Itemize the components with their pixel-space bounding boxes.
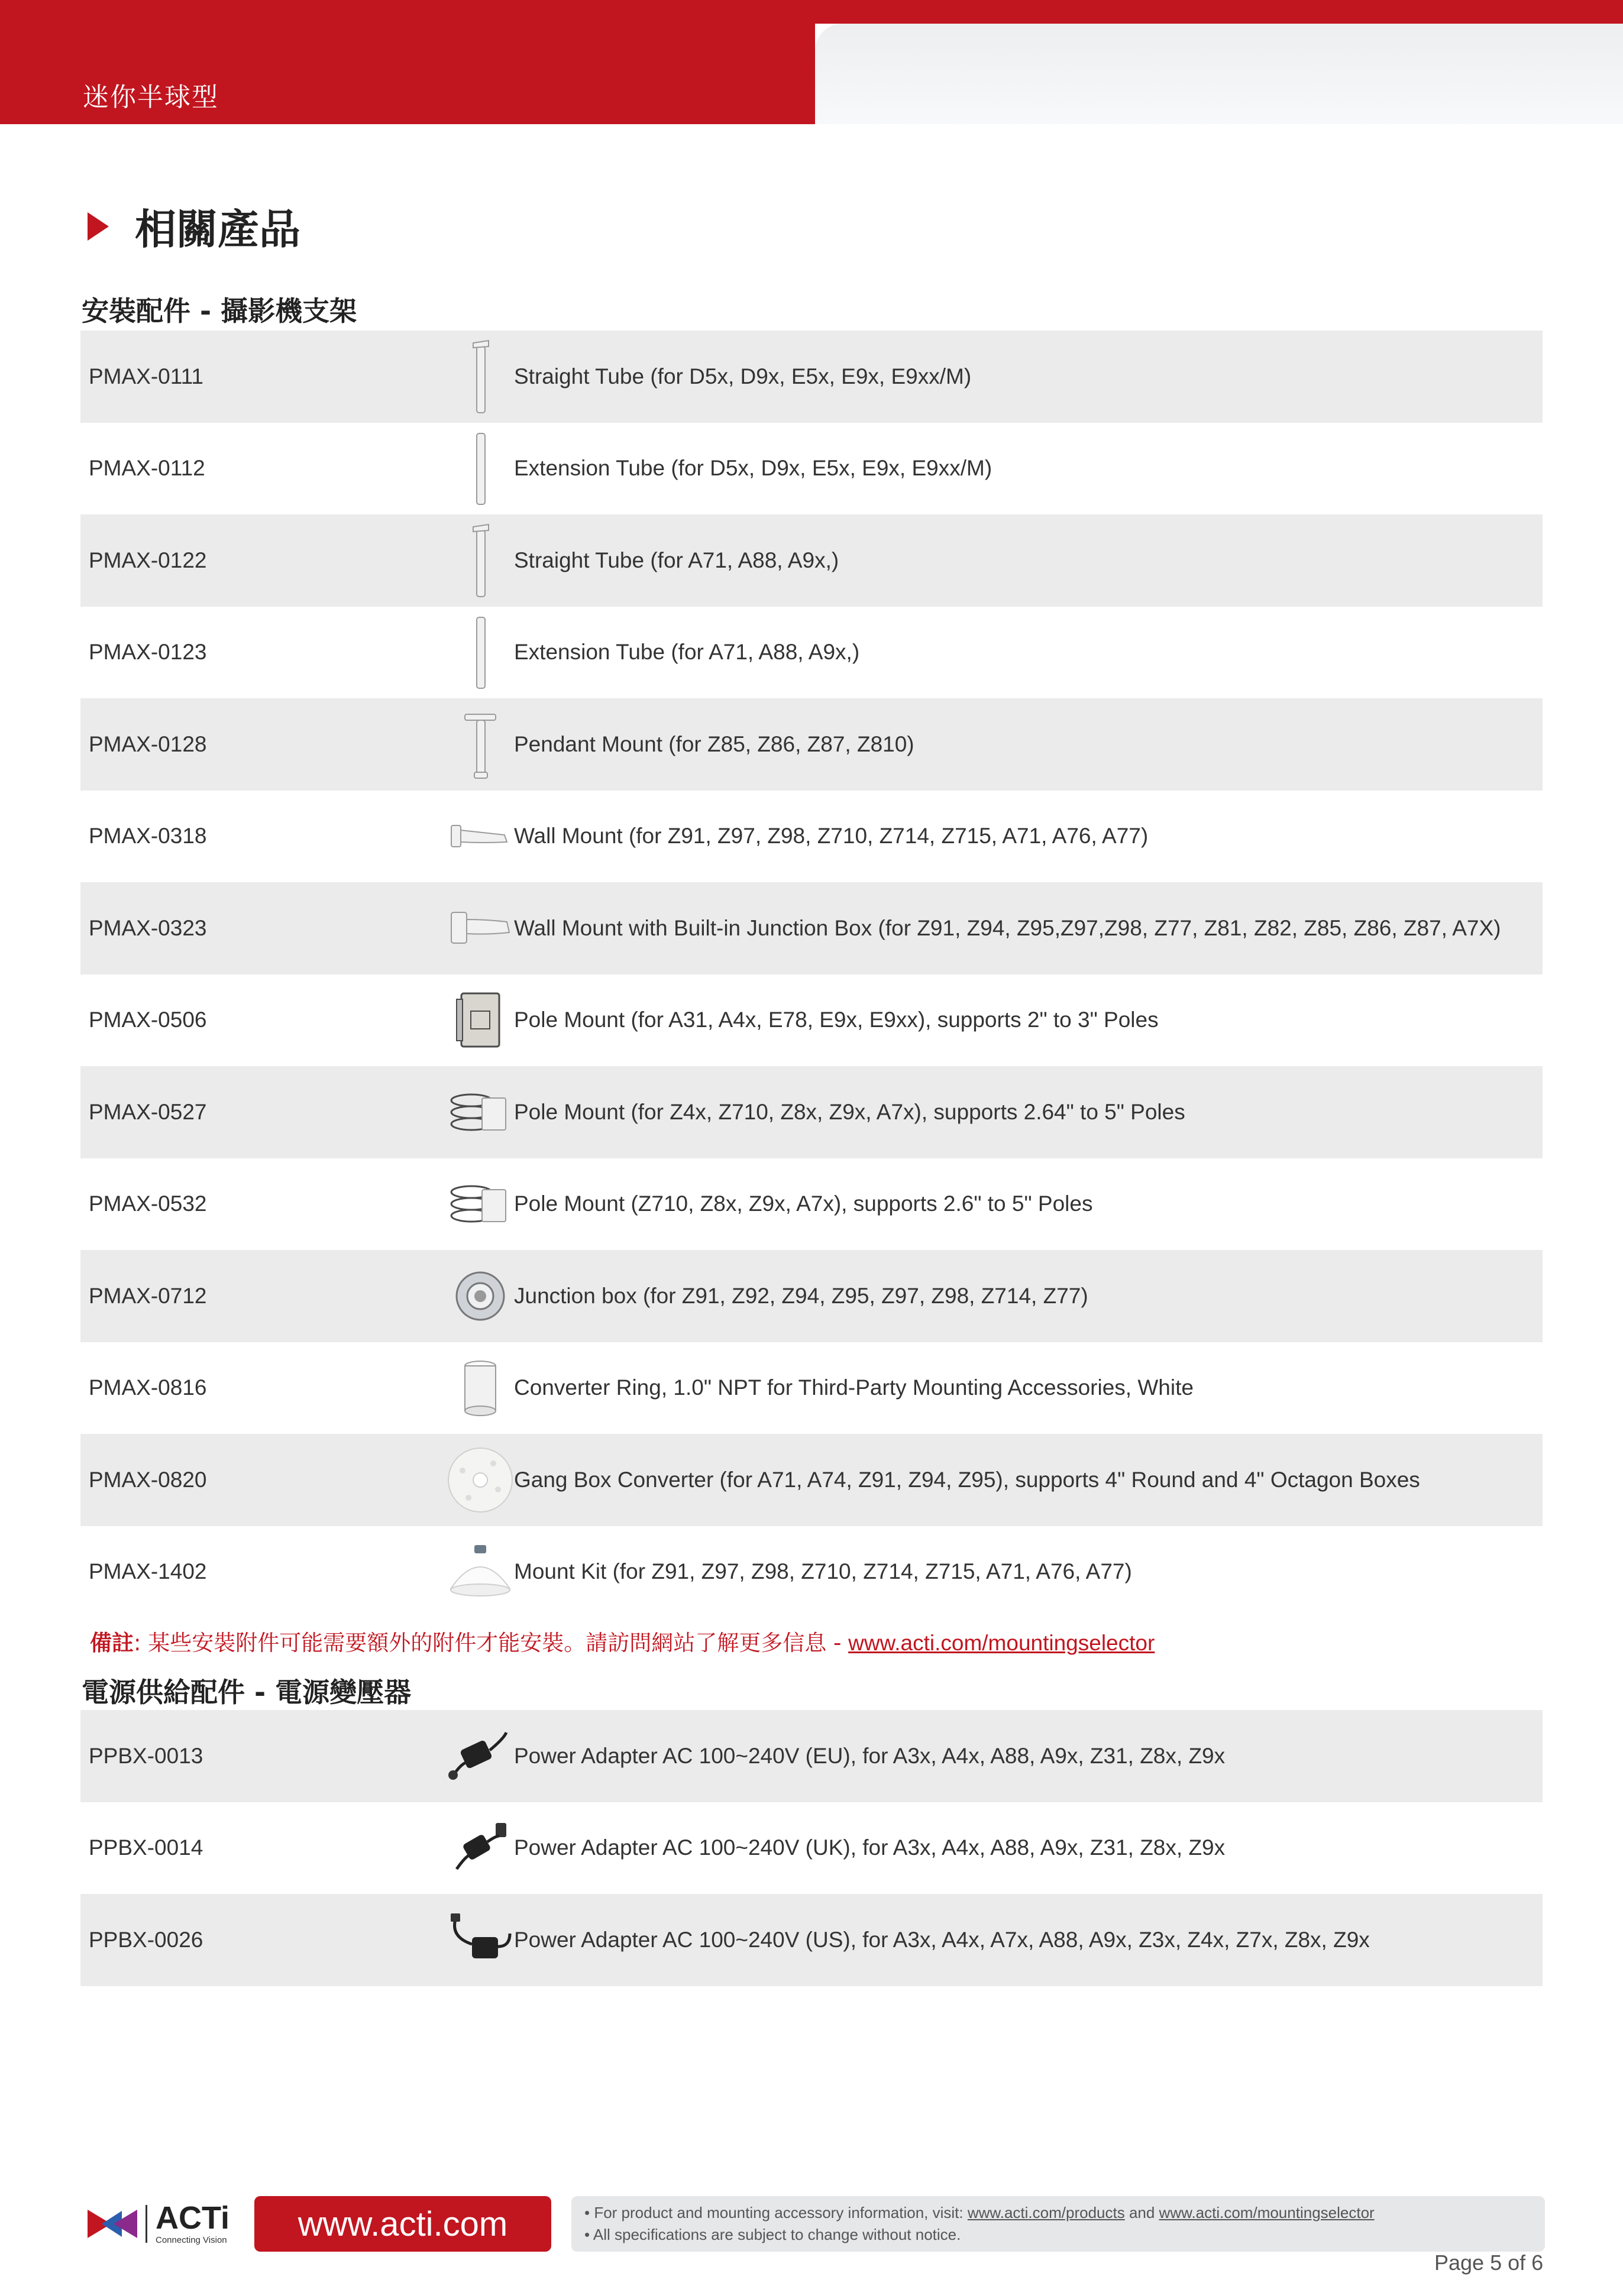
- product-code: PMAX-0712: [89, 1283, 207, 1308]
- table-row: [80, 882, 1543, 974]
- table-row: [80, 1710, 1543, 1802]
- product-description: Power Adapter AC 100~240V (UK), for A3x, A4x, A88, A9x, Z31, Z8x, Z9x: [514, 1835, 1226, 1860]
- mounting-selector-link[interactable]: www.acti.com/mountingselector: [848, 1631, 1155, 1655]
- footer-info-line1: [584, 2204, 1545, 2222]
- product-description: Mount Kit (for Z91, Z97, Z98, Z710, Z714, Z715, A71, A76, A77): [514, 1559, 1132, 1584]
- section-title: 相關產品: [135, 205, 300, 254]
- product-description: Gang Box Converter (for A71, A74, Z91, Z94, Z95), supports 4" Round and 4" Octagon Boxes: [514, 1467, 1420, 1492]
- product-description: Straight Tube (for D5x, D9x, E5x, E9x, E9xx/M): [514, 364, 972, 388]
- table-row: [80, 331, 1543, 423]
- table-row: [80, 1158, 1543, 1251]
- product-code: PPBX-0026: [89, 1927, 203, 1952]
- product-description: Pole Mount (Z710, Z8x, Z9x, A7x), supports 2.6" to 5" Poles: [514, 1191, 1093, 1216]
- footer-info-and: and: [1124, 2204, 1159, 2221]
- product-code: PPBX-0013: [89, 1743, 203, 1768]
- product-code: PMAX-0506: [89, 1008, 207, 1032]
- product-description: Pendant Mount (for Z85, Z86, Z87, Z810): [514, 731, 914, 756]
- product-code: PMAX-0318: [89, 824, 207, 849]
- power-products-table: [80, 1710, 1543, 1986]
- product-description: Power Adapter AC 100~240V (EU), for A3x, A4x, A88, A9x, Z31, Z8x, Z9x: [514, 1743, 1226, 1768]
- product-code: PMAX-0323: [89, 915, 207, 940]
- table-row: [80, 1526, 1543, 1618]
- category-power-title: 電源供給配件 - 電源變壓器: [82, 1676, 412, 1708]
- product-description: Extension Tube (for D5x, D9x, E5x, E9x, E9xx/M): [514, 456, 992, 481]
- logo-tagline: Connecting Vision: [156, 2235, 227, 2245]
- table-row: [80, 974, 1543, 1067]
- product-code: PMAX-0527: [89, 1099, 207, 1124]
- product-description: Power Adapter AC 100~240V (US), for A3x, A4x, A7x, A88, A9x, Z3x, Z4x, Z7x, Z8x, Z9x: [514, 1927, 1370, 1952]
- product-description: Extension Tube (for A71, A88, A9x,): [514, 640, 860, 665]
- section-heading: [88, 196, 300, 256]
- product-code: PMAX-0122: [89, 548, 207, 572]
- product-code: PMAX-0532: [89, 1191, 207, 1216]
- table-row: [80, 1894, 1543, 1986]
- footer-info-prefix: • For product and mounting accessory information, visit:: [584, 2204, 968, 2221]
- footer-info: [571, 2196, 1545, 2252]
- table-row: [80, 791, 1543, 883]
- product-description: Pole Mount (for Z4x, Z710, Z8x, Z9x, A7x), supports 2.64" to 5" Poles: [514, 1099, 1185, 1124]
- acti-logo-icon: [88, 2205, 137, 2243]
- footer-mounting-selector-link[interactable]: www.acti.com/mountingselector: [1159, 2204, 1375, 2221]
- triangle-bullet-icon: [88, 212, 109, 241]
- note-label: 備註: [90, 1630, 134, 1656]
- logo-name: ACTi: [156, 2200, 230, 2236]
- table-row: [80, 1434, 1543, 1526]
- product-code: PMAX-0816: [89, 1375, 207, 1400]
- mounting-note: [90, 1625, 1155, 1657]
- product-code: PMAX-0123: [89, 640, 207, 665]
- table-row: [80, 607, 1543, 699]
- note-text: : 某些安裝附件可能需要額外的附件才能安裝。請訪問網站了解更多信息 -: [134, 1630, 849, 1656]
- page-number: Page 5 of 6: [1434, 2250, 1544, 2275]
- product-code: PMAX-0112: [89, 456, 205, 481]
- category-mount-title: 安裝配件 - 攝影機支架: [82, 295, 357, 327]
- product-description: Junction box (for Z91, Z92, Z94, Z95, Z97, Z98, Z714, Z77): [514, 1283, 1088, 1308]
- product-code: PMAX-1402: [89, 1559, 207, 1584]
- website-link[interactable]: www.acti.com: [254, 2196, 551, 2252]
- product-description: Pole Mount (for A31, A4x, E78, E9x, E9xx), supports 2" to 3" Poles: [514, 1008, 1159, 1032]
- table-row: [80, 1250, 1543, 1342]
- table-row: [80, 1342, 1543, 1434]
- category-mount: [82, 290, 1543, 335]
- product-code: PMAX-0128: [89, 731, 207, 756]
- product-code: PMAX-0111: [89, 364, 203, 388]
- product-description: Converter Ring, 1.0" NPT for Third-Party Mounting Accessories, White: [514, 1375, 1194, 1400]
- table-row: [80, 1802, 1543, 1895]
- product-code: PMAX-0820: [89, 1467, 207, 1492]
- acti-logo: [88, 2202, 229, 2245]
- product-code: PPBX-0014: [89, 1835, 203, 1860]
- product-description: Wall Mount (for Z91, Z97, Z98, Z710, Z714, Z715, A71, A76, A77): [514, 824, 1149, 849]
- logo-divider: [146, 2205, 147, 2243]
- header-decoration: [815, 24, 1623, 124]
- table-row: [80, 698, 1543, 791]
- footer-info-line2: • All specifications are subject to change without notice.: [584, 2226, 961, 2243]
- header-title: 迷你半球型: [83, 82, 219, 112]
- category-power: [82, 1671, 1543, 1716]
- table-row: [80, 423, 1543, 515]
- mount-products-table: [80, 331, 1543, 1618]
- table-row: [80, 514, 1543, 607]
- product-description: Straight Tube (for A71, A88, A9x,): [514, 548, 839, 572]
- products-link[interactable]: www.acti.com/products: [967, 2204, 1125, 2221]
- product-description: Wall Mount with Built-in Junction Box (for Z91, Z94, Z95,Z97,Z98, Z77, Z81, Z82, Z85, Z86, Z87, A7X): [514, 915, 1501, 940]
- table-row: [80, 1066, 1543, 1158]
